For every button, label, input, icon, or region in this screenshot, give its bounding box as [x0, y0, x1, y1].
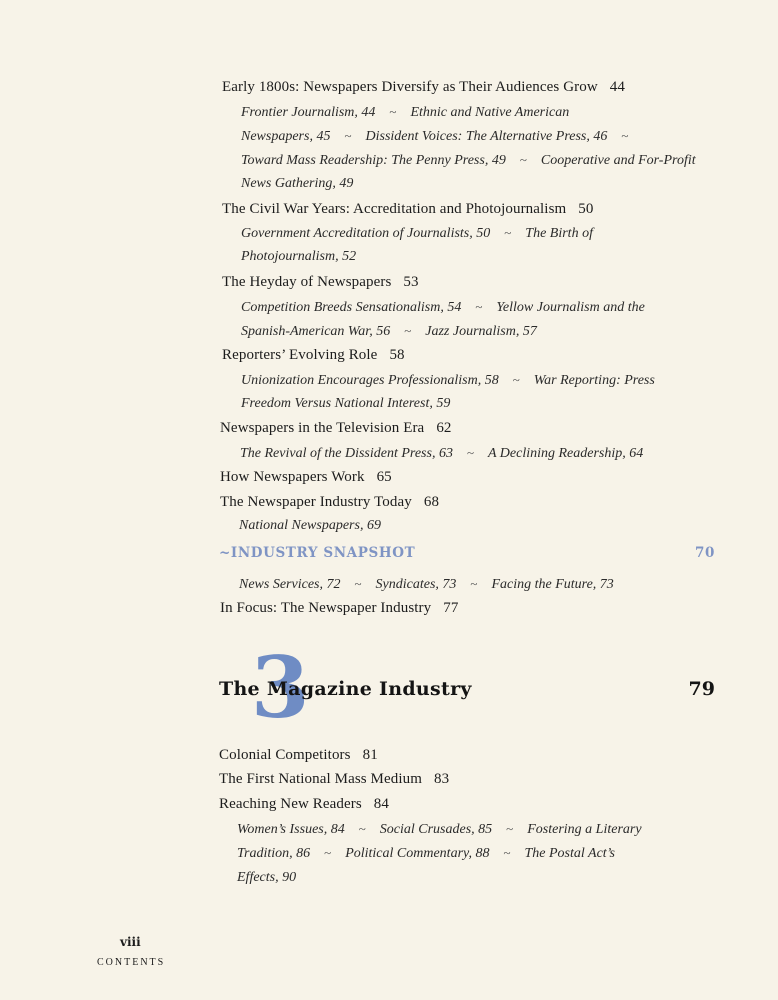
- entry-title: How Newspapers Work: [220, 469, 365, 485]
- entry-title: Early 1800s: Newspapers Diversify as Their Audiences Grow: [222, 79, 598, 95]
- entry-page: 44: [609, 79, 625, 95]
- tilde-separator: ~: [358, 821, 366, 836]
- subentry: Spanish-American War, 56: [241, 324, 391, 339]
- subentry: Toward Mass Readership: The Penny Press, 49: [241, 153, 506, 168]
- tilde-separator: ~: [475, 299, 483, 314]
- entry-page: 77: [443, 600, 459, 616]
- subentry: Facing the Future, 73: [491, 577, 614, 592]
- entry-title: Reporters’ Evolving Role: [222, 347, 378, 363]
- toc-subentry-line: [241, 225, 593, 242]
- entry-title: Colonial Competitors: [219, 747, 351, 763]
- chapter-page: 79: [688, 678, 715, 700]
- toc-subentry-line: [241, 176, 353, 192]
- subentry: Government Accreditation of Journalists, 50: [241, 226, 491, 241]
- entry-title: The First National Mass Medium: [219, 771, 422, 787]
- entry-page: 62: [436, 420, 452, 436]
- tilde-separator: ~: [354, 576, 362, 591]
- chapter-title: The Magazine Industry: [219, 678, 472, 700]
- page-folio: viii: [120, 935, 141, 949]
- industry-snapshot-heading: [219, 545, 715, 561]
- chapter-heading: [219, 638, 715, 737]
- running-head: CONTENTS: [97, 957, 166, 968]
- toc-entry-how-newspapers-work: [220, 469, 392, 486]
- toc-entry-in-focus: [220, 600, 458, 617]
- subentry: Women’s Issues, 84: [237, 822, 345, 837]
- subentry: A Declining Readership, 64: [488, 446, 644, 461]
- subentry: Effects, 90: [237, 870, 297, 885]
- entry-title: The Newspaper Industry Today: [220, 494, 412, 510]
- entry-title: Newspapers in the Television Era: [220, 420, 425, 436]
- toc-subentry-line: [237, 870, 296, 886]
- entry-title: In Focus: The Newspaper Industry: [220, 600, 432, 616]
- chapter-number: 3: [251, 638, 310, 737]
- tilde-separator: ~: [506, 821, 514, 836]
- tilde-separator: ~: [504, 225, 512, 240]
- tilde-separator: ~: [324, 845, 332, 860]
- entry-title: The Civil War Years: Accreditation and Photojournalism: [222, 201, 567, 217]
- tilde-separator: ~: [512, 372, 520, 387]
- subentry: Tradition, 86: [237, 846, 311, 861]
- subentry: News Services, 72: [239, 577, 341, 592]
- toc-subentry-line: [239, 576, 614, 593]
- toc-subentry-line: [240, 445, 643, 462]
- entry-page: 50: [578, 201, 594, 217]
- toc-subentry-line: [241, 128, 642, 145]
- tilde-separator: ~: [621, 128, 629, 143]
- entry-page: 58: [389, 347, 405, 363]
- toc-entry-reporters: [222, 347, 405, 364]
- toc-entry-civil-war: [222, 201, 594, 218]
- subentry: Freedom Versus National Interest, 59: [241, 396, 451, 411]
- subentry: Newspapers, 45: [241, 129, 331, 144]
- entry-page: 83: [433, 771, 450, 787]
- subentry: Dissident Voices: The Alternative Press, 46: [365, 129, 608, 144]
- snapshot-page: 70: [695, 545, 715, 561]
- subentry: Competition Breeds Sensationalism, 54: [241, 300, 462, 315]
- entry-title: The Heyday of Newspapers: [222, 274, 392, 290]
- tilde-separator: ~: [470, 576, 478, 591]
- tilde-separator: ~: [344, 128, 352, 143]
- toc-entry-new-readers: [219, 796, 389, 813]
- toc-subentry-line: [241, 249, 356, 265]
- toc-subentry-line: [241, 104, 569, 121]
- tilde-separator: ~: [503, 845, 511, 860]
- subentry: Social Crusades, 85: [379, 822, 493, 837]
- subentry: Yellow Journalism and the: [496, 300, 645, 315]
- subentry: National Newspapers, 69: [239, 518, 381, 533]
- subentry: The Postal Act’s: [524, 846, 615, 861]
- toc-subentry-line: [237, 821, 642, 838]
- subentry: Political Commentary, 88: [345, 846, 490, 861]
- toc-subentry-line: [241, 152, 696, 169]
- entry-page: 53: [403, 274, 419, 290]
- subentry: News Gathering, 49: [241, 176, 354, 191]
- tilde-separator: ~: [519, 152, 527, 167]
- subentry: The Revival of the Dissident Press, 63: [240, 446, 453, 461]
- subentry: Ethnic and Native American: [410, 105, 570, 120]
- toc-entry-colonial-competitors: [219, 747, 378, 764]
- toc-subentry-line: [239, 518, 381, 534]
- subentry: Unionization Encourages Professionalism, 58: [241, 373, 499, 388]
- subentry: Syndicates, 73: [375, 577, 457, 592]
- tilde-separator: ~: [219, 545, 231, 561]
- subentry: Fostering a Literary: [527, 822, 642, 837]
- entry-page: 68: [423, 494, 440, 510]
- subentry: Photojournalism, 52: [241, 249, 357, 264]
- toc-entry-early-1800s: [222, 79, 625, 96]
- toc-subentry-line: [241, 323, 537, 340]
- subentry: War Reporting: Press: [533, 373, 655, 388]
- entry-page: 65: [376, 469, 392, 485]
- entry-page: 84: [373, 796, 389, 812]
- toc-entry-television-era: [220, 420, 452, 437]
- toc-subentry-line: [241, 372, 655, 389]
- tilde-separator: ~: [389, 104, 397, 119]
- subentry: Frontier Journalism, 44: [241, 105, 376, 120]
- toc-subentry-line: [237, 845, 615, 862]
- toc-subentry-line: [241, 396, 450, 412]
- subentry: Jazz Journalism, 57: [425, 324, 537, 339]
- snapshot-label: INDUSTRY SNAPSHOT: [230, 545, 416, 561]
- entry-page: 81: [362, 747, 378, 763]
- subentry: Cooperative and For-Profit: [540, 153, 696, 168]
- tilde-separator: ~: [404, 323, 412, 338]
- toc-entry-first-mass-medium: [219, 771, 449, 788]
- toc-entry-industry-today: [220, 494, 439, 511]
- subentry: The Birth of: [525, 226, 593, 241]
- entry-title: Reaching New Readers: [219, 796, 362, 812]
- toc-entry-heyday: [222, 274, 419, 291]
- tilde-separator: ~: [466, 445, 474, 460]
- toc-subentry-line: [241, 299, 645, 316]
